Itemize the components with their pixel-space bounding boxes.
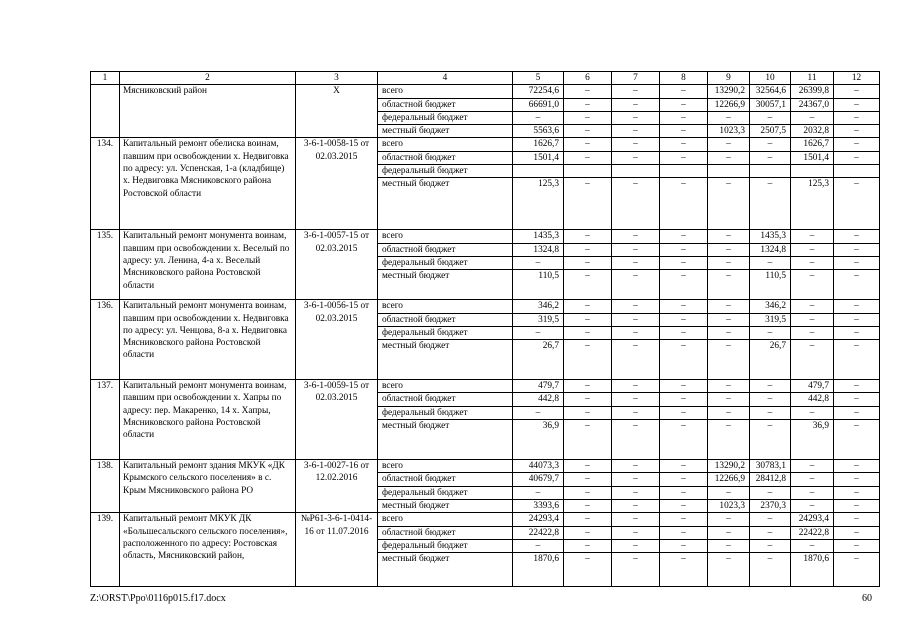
value-cell: – — [564, 85, 612, 98]
value-cell: – — [791, 270, 834, 300]
value-cell: – — [791, 340, 834, 380]
document-code: 3-6-1-0059-15 от 02.03.2015 — [296, 380, 378, 460]
value-cell: – — [612, 539, 660, 552]
value-cell: 26399,8 — [791, 85, 834, 98]
value-cell: – — [660, 178, 708, 230]
table-row — [91, 380, 880, 393]
value-cell: – — [750, 111, 791, 124]
funding-source-label: федеральный бюджет — [378, 486, 513, 499]
object-name: Мясниковский район — [120, 85, 296, 138]
table-row — [91, 460, 880, 473]
value-cell: – — [612, 256, 660, 269]
value-cell: 32564,6 — [750, 85, 791, 98]
value-cell — [791, 165, 834, 178]
value-cell: – — [791, 460, 834, 473]
value-cell: – — [834, 513, 880, 526]
value-cell — [660, 165, 708, 178]
value-cell: – — [791, 230, 834, 243]
value-cell: – — [612, 138, 660, 151]
value-cell: – — [612, 460, 660, 473]
funding-source-label: областной бюджет — [378, 98, 513, 111]
value-cell: – — [834, 393, 880, 406]
value-cell: 2507,5 — [750, 125, 791, 138]
value-cell: 1023,3 — [708, 125, 750, 138]
value-cell: 125,3 — [513, 178, 564, 230]
value-cell: – — [564, 138, 612, 151]
value-cell: – — [513, 406, 564, 419]
value-cell: – — [660, 111, 708, 124]
value-cell: – — [612, 406, 660, 419]
value-cell: 442,8 — [513, 393, 564, 406]
table-body — [91, 72, 880, 587]
document-code: 3-6-1-0057-15 от 02.03.2015 — [296, 230, 378, 300]
value-cell: – — [708, 526, 750, 539]
value-cell — [612, 165, 660, 178]
row-number: 137. — [91, 380, 120, 460]
value-cell: – — [791, 486, 834, 499]
value-cell: – — [660, 473, 708, 486]
funding-source-label: местный бюджет — [378, 125, 513, 138]
funding-source-label: всего — [378, 138, 513, 151]
value-cell: – — [791, 313, 834, 326]
funding-source-label: всего — [378, 460, 513, 473]
funding-source-label: всего — [378, 230, 513, 243]
column-number-8: 8 — [660, 72, 708, 85]
value-cell: 24293,4 — [791, 513, 834, 526]
value-cell: – — [791, 539, 834, 552]
value-cell: 24293,4 — [513, 513, 564, 526]
value-cell: – — [708, 300, 750, 313]
value-cell: 1023,3 — [708, 499, 750, 512]
value-cell: – — [612, 486, 660, 499]
value-cell — [564, 165, 612, 178]
table-row — [91, 85, 880, 98]
row-number — [91, 85, 120, 138]
value-cell — [708, 165, 750, 178]
value-cell: – — [612, 526, 660, 539]
value-cell: 36,9 — [791, 420, 834, 460]
value-cell: – — [660, 406, 708, 419]
column-number-6: 6 — [564, 72, 612, 85]
value-cell: 479,7 — [791, 380, 834, 393]
value-cell: – — [750, 420, 791, 460]
value-cell: 30057,1 — [750, 98, 791, 111]
value-cell: – — [660, 98, 708, 111]
funding-source-label: федеральный бюджет — [378, 111, 513, 124]
value-cell: – — [708, 326, 750, 339]
column-number-7: 7 — [612, 72, 660, 85]
column-number-2: 2 — [120, 72, 296, 85]
value-cell: 22422,8 — [513, 526, 564, 539]
value-cell: – — [750, 393, 791, 406]
table-row — [91, 513, 880, 526]
value-cell: – — [660, 85, 708, 98]
value-cell: – — [660, 125, 708, 138]
funding-source-label: местный бюджет — [378, 178, 513, 230]
value-cell: – — [612, 340, 660, 380]
column-number-11: 11 — [791, 72, 834, 85]
value-cell: – — [612, 513, 660, 526]
value-cell: – — [660, 513, 708, 526]
value-cell: – — [708, 138, 750, 151]
value-cell: 66691,0 — [513, 98, 564, 111]
document-code: Х — [296, 85, 378, 138]
value-cell: – — [708, 230, 750, 243]
value-cell: – — [564, 499, 612, 512]
value-cell: – — [750, 539, 791, 552]
value-cell: – — [564, 313, 612, 326]
value-cell: – — [612, 473, 660, 486]
value-cell: – — [708, 256, 750, 269]
value-cell: 1435,3 — [750, 230, 791, 243]
value-cell: 12266,9 — [708, 473, 750, 486]
value-cell: – — [660, 393, 708, 406]
funding-source-label: местный бюджет — [378, 340, 513, 380]
value-cell: – — [660, 300, 708, 313]
value-cell: – — [660, 539, 708, 552]
funding-source-label: местный бюджет — [378, 270, 513, 300]
budget-table — [90, 71, 880, 587]
value-cell: – — [834, 340, 880, 380]
value-cell: – — [564, 270, 612, 300]
value-cell: – — [834, 473, 880, 486]
value-cell: 3393,6 — [513, 499, 564, 512]
value-cell: – — [564, 151, 612, 164]
value-cell: – — [564, 513, 612, 526]
value-cell: – — [513, 326, 564, 339]
object-name: Капитальный ремонт МКУК ДК «Большесальского сельского поселения», расположенного по адресу: Ростовская область, Мясниковский район, — [120, 513, 296, 587]
funding-source-label: всего — [378, 380, 513, 393]
value-cell: – — [660, 553, 708, 587]
value-cell: – — [834, 230, 880, 243]
value-cell: – — [834, 178, 880, 230]
value-cell: – — [834, 243, 880, 256]
value-cell: – — [834, 256, 880, 269]
value-cell: – — [612, 313, 660, 326]
value-cell: – — [564, 178, 612, 230]
value-cell: – — [750, 553, 791, 587]
value-cell: 346,2 — [513, 300, 564, 313]
value-cell: – — [834, 125, 880, 138]
value-cell: – — [564, 111, 612, 124]
value-cell: 22422,8 — [791, 526, 834, 539]
funding-source-label: федеральный бюджет — [378, 406, 513, 419]
object-name: Капитальный ремонт обелиска воинам, павшим при освобождении х. Недвиговка по адресу: ул. Успенская, 1-а (кладбище) х. Недвиговка Мясниковского района Ростовской области — [120, 138, 296, 230]
value-cell: – — [564, 256, 612, 269]
column-number-3: 3 — [296, 72, 378, 85]
value-cell: – — [612, 125, 660, 138]
column-number-5: 5 — [513, 72, 564, 85]
row-number: 138. — [91, 460, 120, 513]
value-cell: 13290,2 — [708, 460, 750, 473]
value-cell: – — [660, 138, 708, 151]
value-cell: – — [564, 340, 612, 380]
value-cell: – — [708, 406, 750, 419]
column-number-row — [91, 72, 880, 85]
value-cell: – — [612, 326, 660, 339]
value-cell: – — [513, 486, 564, 499]
value-cell: 319,5 — [513, 313, 564, 326]
value-cell: – — [612, 553, 660, 587]
object-name: Капитальный ремонт здания МКУК «ДК Крымского сельского поселения» в с. Крым Мясниковского района РО — [120, 460, 296, 513]
value-cell: – — [834, 420, 880, 460]
value-cell — [513, 165, 564, 178]
row-number: 136. — [91, 300, 120, 380]
value-cell: 44073,3 — [513, 460, 564, 473]
value-cell: – — [834, 406, 880, 419]
funding-source-label: местный бюджет — [378, 553, 513, 587]
value-cell: – — [834, 300, 880, 313]
value-cell: – — [708, 270, 750, 300]
value-cell: 125,3 — [791, 178, 834, 230]
value-cell: – — [750, 526, 791, 539]
funding-source-label: федеральный бюджет — [378, 165, 513, 178]
column-number-9: 9 — [708, 72, 750, 85]
value-cell: – — [834, 98, 880, 111]
funding-source-label: областной бюджет — [378, 151, 513, 164]
value-cell: – — [791, 473, 834, 486]
value-cell: – — [750, 138, 791, 151]
funding-source-label: областной бюджет — [378, 313, 513, 326]
value-cell: – — [660, 460, 708, 473]
value-cell: – — [612, 85, 660, 98]
value-cell: 319,5 — [750, 313, 791, 326]
value-cell: – — [750, 178, 791, 230]
value-cell: – — [791, 499, 834, 512]
value-cell: – — [564, 473, 612, 486]
value-cell — [750, 165, 791, 178]
value-cell: – — [791, 406, 834, 419]
value-cell: – — [660, 270, 708, 300]
object-name: Капитальный ремонт монумента воинам, павшим при освобождении х. Хапры по адресу: пер. Макаренко, 14 х. Хапры, Мясниковского района Ростовской области — [120, 380, 296, 460]
value-cell: 1324,8 — [750, 243, 791, 256]
funding-source-label: федеральный бюджет — [378, 326, 513, 339]
value-cell: 1870,6 — [513, 553, 564, 587]
row-number: 139. — [91, 513, 120, 587]
value-cell: – — [791, 243, 834, 256]
value-cell: – — [564, 300, 612, 313]
column-number-12: 12 — [834, 72, 880, 85]
funding-source-label: федеральный бюджет — [378, 256, 513, 269]
value-cell: – — [564, 526, 612, 539]
value-cell: 1435,3 — [513, 230, 564, 243]
value-cell: – — [612, 111, 660, 124]
table-row — [91, 230, 880, 243]
value-cell: 479,7 — [513, 380, 564, 393]
value-cell: – — [660, 326, 708, 339]
value-cell: – — [708, 340, 750, 380]
value-cell: – — [612, 499, 660, 512]
funding-source-label: областной бюджет — [378, 526, 513, 539]
value-cell: – — [660, 380, 708, 393]
value-cell: 1870,6 — [791, 553, 834, 587]
value-cell: – — [708, 486, 750, 499]
value-cell: 1501,4 — [513, 151, 564, 164]
value-cell: 1501,4 — [791, 151, 834, 164]
value-cell: – — [791, 256, 834, 269]
value-cell: – — [660, 526, 708, 539]
value-cell: – — [564, 406, 612, 419]
column-number-4: 4 — [378, 72, 513, 85]
value-cell: – — [708, 313, 750, 326]
value-cell: – — [564, 380, 612, 393]
funding-source-label: областной бюджет — [378, 393, 513, 406]
value-cell: – — [834, 486, 880, 499]
value-cell: – — [750, 151, 791, 164]
value-cell: – — [564, 230, 612, 243]
value-cell: – — [834, 270, 880, 300]
value-cell: – — [660, 151, 708, 164]
value-cell: – — [834, 326, 880, 339]
value-cell: – — [750, 513, 791, 526]
value-cell: – — [564, 125, 612, 138]
value-cell: – — [791, 326, 834, 339]
value-cell: – — [612, 151, 660, 164]
value-cell: 26,7 — [750, 340, 791, 380]
column-number-1: 1 — [91, 72, 120, 85]
funding-source-label: всего — [378, 300, 513, 313]
value-cell: – — [834, 85, 880, 98]
value-cell: 36,9 — [513, 420, 564, 460]
value-cell: 110,5 — [750, 270, 791, 300]
value-cell: – — [612, 420, 660, 460]
value-cell: – — [513, 256, 564, 269]
value-cell: – — [612, 98, 660, 111]
funding-source-label: всего — [378, 85, 513, 98]
value-cell: 26,7 — [513, 340, 564, 380]
value-cell: – — [834, 313, 880, 326]
value-cell: 2370,3 — [750, 499, 791, 512]
value-cell: – — [708, 420, 750, 460]
funding-source-label: местный бюджет — [378, 420, 513, 460]
table-row — [91, 300, 880, 313]
value-cell: – — [791, 111, 834, 124]
funding-source-label: всего — [378, 513, 513, 526]
value-cell: – — [660, 340, 708, 380]
value-cell: 1626,7 — [791, 138, 834, 151]
value-cell: – — [612, 178, 660, 230]
value-cell: – — [612, 230, 660, 243]
value-cell: – — [708, 380, 750, 393]
value-cell: 346,2 — [750, 300, 791, 313]
value-cell: – — [834, 380, 880, 393]
value-cell: – — [834, 526, 880, 539]
value-cell — [834, 165, 880, 178]
column-number-10: 10 — [750, 72, 791, 85]
value-cell: – — [564, 243, 612, 256]
funding-source-label: областной бюджет — [378, 473, 513, 486]
document-code: 3-6-1-0027-16 от 12.02.2016 — [296, 460, 378, 513]
value-cell: – — [791, 300, 834, 313]
value-cell: – — [708, 178, 750, 230]
value-cell: 24367,0 — [791, 98, 834, 111]
value-cell: – — [750, 326, 791, 339]
value-cell: 72254,6 — [513, 85, 564, 98]
value-cell: – — [660, 243, 708, 256]
value-cell: – — [564, 553, 612, 587]
value-cell: 5563,6 — [513, 125, 564, 138]
value-cell: – — [708, 513, 750, 526]
footer-page-number: 60 — [862, 593, 872, 604]
value-cell: 13290,2 — [708, 85, 750, 98]
value-cell: – — [834, 111, 880, 124]
value-cell: – — [612, 243, 660, 256]
value-cell: – — [834, 539, 880, 552]
funding-source-label: областной бюджет — [378, 243, 513, 256]
funding-source-label: местный бюджет — [378, 499, 513, 512]
value-cell: – — [834, 151, 880, 164]
value-cell: 442,8 — [791, 393, 834, 406]
value-cell: – — [708, 243, 750, 256]
value-cell: – — [660, 499, 708, 512]
document-code: 3-6-1-0056-15 от 02.03.2015 — [296, 300, 378, 380]
value-cell: 12266,9 — [708, 98, 750, 111]
value-cell: – — [708, 553, 750, 587]
row-number: 135. — [91, 230, 120, 300]
value-cell: – — [612, 393, 660, 406]
value-cell: 1626,7 — [513, 138, 564, 151]
value-cell: – — [564, 420, 612, 460]
value-cell: – — [564, 98, 612, 111]
value-cell: 110,5 — [513, 270, 564, 300]
funding-source-label: федеральный бюджет — [378, 539, 513, 552]
value-cell: – — [750, 380, 791, 393]
value-cell: – — [660, 313, 708, 326]
value-cell: – — [564, 486, 612, 499]
value-cell: 40679,7 — [513, 473, 564, 486]
object-name: Капитальный ремонт монумента воинам, павшим при освобождении х. Веселый по адресу: ул. Ленина, 4-а х. Веселый Мясниковского района Ростовской области — [120, 230, 296, 300]
table-row — [91, 138, 880, 151]
value-cell: 28412,8 — [750, 473, 791, 486]
value-cell: – — [750, 486, 791, 499]
value-cell: – — [750, 256, 791, 269]
value-cell: – — [612, 300, 660, 313]
value-cell: – — [513, 539, 564, 552]
value-cell: – — [660, 256, 708, 269]
value-cell: – — [708, 151, 750, 164]
value-cell: 30783,1 — [750, 460, 791, 473]
value-cell: – — [834, 553, 880, 587]
value-cell: – — [660, 486, 708, 499]
value-cell: 2032,8 — [791, 125, 834, 138]
value-cell: – — [612, 270, 660, 300]
row-number: 134. — [91, 138, 120, 230]
value-cell: – — [708, 393, 750, 406]
value-cell: – — [834, 460, 880, 473]
document-code: 3-6-1-0058-15 от 02.03.2015 — [296, 138, 378, 230]
value-cell: – — [834, 499, 880, 512]
value-cell: – — [750, 406, 791, 419]
value-cell: – — [513, 111, 564, 124]
value-cell: – — [660, 420, 708, 460]
value-cell: – — [564, 460, 612, 473]
value-cell: – — [612, 380, 660, 393]
value-cell: – — [564, 539, 612, 552]
value-cell: – — [708, 111, 750, 124]
value-cell: – — [564, 393, 612, 406]
document-code: №Р61-3-6-1-0414-16 от 11.07.2016 — [296, 513, 378, 587]
object-name: Капитальный ремонт монумента воинам, павшим при освобождении х. Недвиговка по адресу: ул. Ченцова, 8-а х. Недвиговка Мясниковского района Ростовской области — [120, 300, 296, 380]
value-cell: – — [708, 539, 750, 552]
footer-file-path: Z:\ORST\Ppo\0116p015.f17.docx — [90, 593, 226, 604]
value-cell: – — [564, 326, 612, 339]
value-cell: – — [834, 138, 880, 151]
value-cell: 1324,8 — [513, 243, 564, 256]
value-cell: – — [660, 230, 708, 243]
